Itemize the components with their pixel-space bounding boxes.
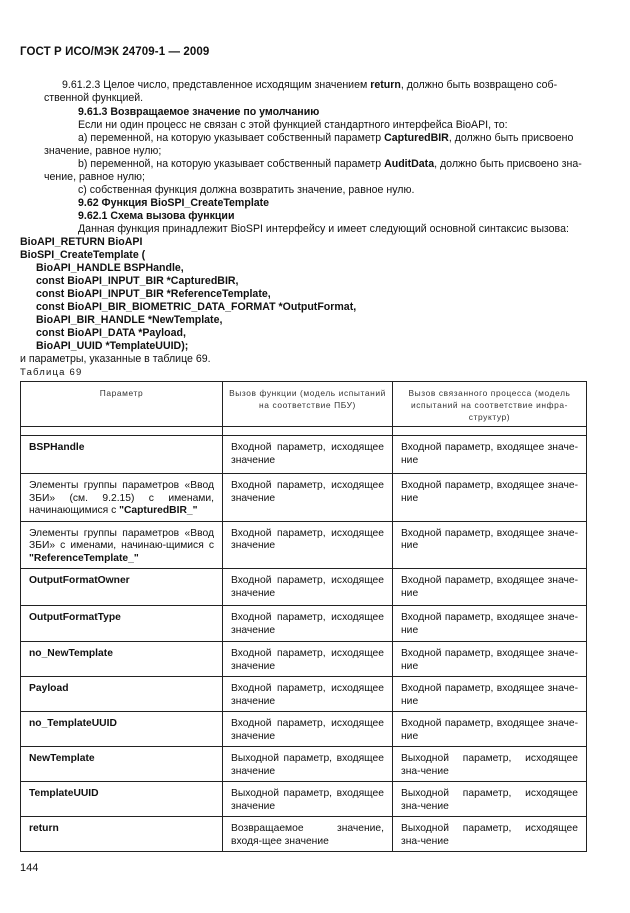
code-line-9: BioAPI_UUID *TemplateUUID); <box>36 340 189 352</box>
list-item-a: а) переменной, на которую указывает собственный параметр CapturedBIR, должно быть присвоено <box>78 132 574 144</box>
table-row <box>21 521 587 569</box>
parameters-table <box>20 381 587 852</box>
code-line-3: BioAPI_HANDLE BSPHandle, <box>36 262 184 274</box>
table-row <box>21 606 587 642</box>
code-line-2: BioSPI_CreateTemplate ( <box>20 249 146 261</box>
cell-process-call: Выходной параметр, исходящее зна-чение <box>393 747 587 782</box>
para-syntax-intro: Данная функция принадлежит BioSPI интерфейсу и имеет следующий основной синтаксис вызова: <box>78 223 569 235</box>
cell-process-call: Выходной параметр, исходящее зна-чение <box>393 817 587 852</box>
table-row <box>21 642 587 677</box>
list-item-a-cont: значение, равное нулю; <box>44 145 162 157</box>
col-header-function-call: Вызов функции (модель испытаний на соответствие ПБУ) <box>223 382 393 427</box>
cell-process-call: Входной параметр, входящее значе-ние <box>393 436 587 474</box>
cell-process-call: Выходной параметр, исходящее зна-чение <box>393 782 587 817</box>
list-item-b-cont: чение, равное нулю; <box>44 171 145 183</box>
cell-function-call: Входной параметр, исходящее значение <box>223 677 393 712</box>
cell-function-call: Входной параметр, исходящее значение <box>223 606 393 642</box>
cell-parameter: no_TemplateUUID <box>21 712 223 747</box>
cell-process-call: Входной параметр, входящее значе-ние <box>393 642 587 677</box>
cell-function-call: Входной параметр, исходящее значение <box>223 474 393 522</box>
table-row <box>21 677 587 712</box>
code-line-7: BioAPI_BIR_HANDLE *NewTemplate, <box>36 314 223 326</box>
cell-process-call: Входной параметр, входящее значе-ние <box>393 712 587 747</box>
col-header-process-call: Вызов связанного процесса (модель испытаний на соответствие инфра-структур) <box>393 382 587 427</box>
code-line-8: const BioAPI_DATA *Payload, <box>36 327 186 339</box>
cell-function-call: Входной параметр, исходящее значение <box>223 642 393 677</box>
table-row <box>21 782 587 817</box>
code-line-5: const BioAPI_INPUT_BIR *ReferenceTemplate, <box>36 288 271 300</box>
section-heading-9-62: 9.62 Функция BioSPI_CreateTemplate <box>78 197 270 209</box>
para-table-ref: и параметры, указанные в таблице 69. <box>20 353 211 365</box>
table-spacer-row <box>21 427 587 436</box>
cell-function-call: Выходной параметр, входящее значение <box>223 747 393 782</box>
cell-function-call: Выходной параметр, входящее значение <box>223 782 393 817</box>
page-header: ГОСТ Р ИСО/МЭК 24709-1 — 2009 <box>20 46 210 58</box>
para-9-61-2-3: 9.61.2.3 Целое число, представленное исходящим значением return, должно быть возвращено соб- <box>62 79 558 91</box>
list-item-b: b) переменной, на которую указывает собственный параметр AuditData, должно быть присвоено зна- <box>78 158 582 170</box>
cell-process-call: Входной параметр, входящее значе-ние <box>393 569 587 606</box>
table-row <box>21 569 587 606</box>
para-condition: Если ни один процесс не связан с этой функцией стандартного интерфейса BioAPI, то: <box>78 119 508 131</box>
page-number: 144 <box>20 862 39 874</box>
cell-parameter: NewTemplate <box>21 747 223 782</box>
cell-parameter: return <box>21 817 223 852</box>
cell-parameter: OutputFormatOwner <box>21 569 223 606</box>
cell-parameter: no_NewTemplate <box>21 642 223 677</box>
table-row <box>21 436 587 474</box>
table-row <box>21 747 587 782</box>
cell-parameter: BSPHandle <box>21 436 223 474</box>
cell-parameter: Элементы группы параметров «Ввод ЗБИ» с именами, начинаю-щимися с "ReferenceTemplate_" <box>21 521 223 569</box>
table-row <box>21 712 587 747</box>
cell-process-call: Входной параметр, входящее значе-ние <box>393 677 587 712</box>
cell-process-call: Входной параметр, входящее значе-ние <box>393 474 587 522</box>
col-header-parameter: Параметр <box>21 382 223 427</box>
cell-function-call: Входной параметр, исходящее значение <box>223 521 393 569</box>
cell-parameter: Payload <box>21 677 223 712</box>
cell-process-call: Входной параметр, входящее значе-ние <box>393 521 587 569</box>
cell-function-call: Входной параметр, исходящее значение <box>223 712 393 747</box>
para-continuation: ственной функцией. <box>44 92 144 104</box>
cell-parameter: Элементы группы параметров «Ввод ЗБИ» (см. 9.2.15) с именами, начинающимися с "CapturedBIR_" <box>21 474 223 522</box>
section-heading-9-61-3: 9.61.3 Возвращаемое значение по умолчанию <box>78 106 320 118</box>
section-heading-9-62-1: 9.62.1 Схема вызова функции <box>78 210 235 222</box>
cell-parameter: OutputFormatType <box>21 606 223 642</box>
cell-function-call: Входной параметр, исходящее значение <box>223 569 393 606</box>
code-line-6: const BioAPI_BIR_BIOMETRIC_DATA_FORMAT *OutputFormat, <box>36 301 357 313</box>
table-header-row <box>21 382 587 427</box>
table-row <box>21 817 587 852</box>
table-row <box>21 474 587 522</box>
cell-function-call: Возвращаемое значение, входя-щее значение <box>223 817 393 852</box>
list-item-c: с) собственная функция должна возвратить значение, равное нулю. <box>78 184 415 196</box>
table-caption: Таблица 69 <box>20 367 83 378</box>
cell-function-call: Входной параметр, исходящее значение <box>223 436 393 474</box>
code-line-1: BioAPI_RETURN BioAPI <box>20 236 143 248</box>
cell-process-call: Входной параметр, входящее значе-ние <box>393 606 587 642</box>
cell-parameter: TemplateUUID <box>21 782 223 817</box>
code-line-4: const BioAPI_INPUT_BIR *CapturedBIR, <box>36 275 239 287</box>
